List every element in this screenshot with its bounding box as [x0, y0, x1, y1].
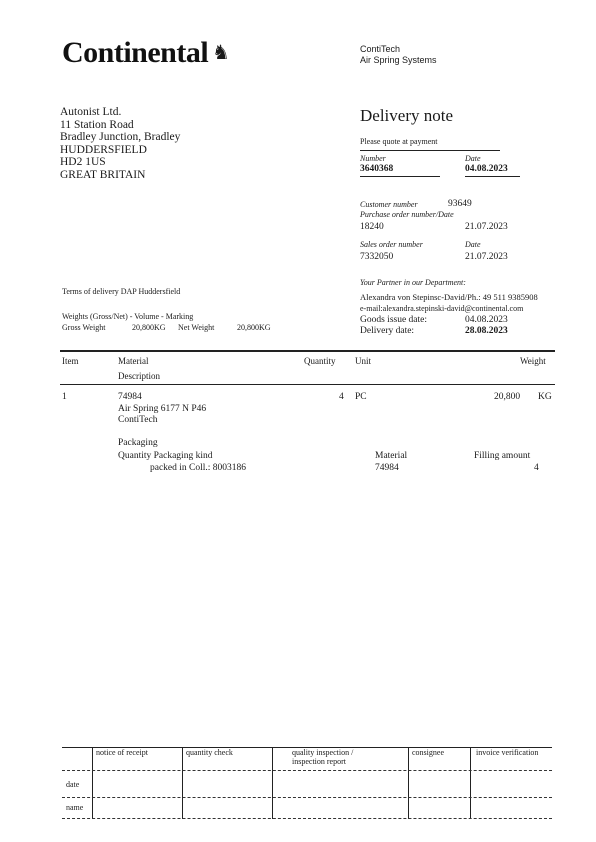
document-title: Delivery note — [360, 106, 453, 125]
packed-in: packed in Coll.: 8003186 — [150, 463, 247, 473]
address-line: HUDDERSFIELD — [60, 143, 147, 156]
continental-logo: Continental — [62, 36, 209, 69]
consignee: consignee — [412, 748, 444, 757]
gross-weight-label: Gross Weight — [62, 323, 106, 332]
gross-weight-value: 20,800KG — [132, 323, 166, 332]
document-number: 3640368 — [360, 164, 394, 174]
row-item: 1 — [62, 392, 67, 402]
divider — [465, 176, 520, 177]
po-number: 18240 — [360, 222, 384, 232]
table-top-rule — [60, 350, 555, 352]
footer-divider — [182, 747, 183, 819]
col-description: Description — [118, 371, 160, 381]
notice-of-receipt: notice of receipt — [96, 748, 148, 757]
po-label: Purchase order number/Date — [360, 210, 454, 219]
filling-amount: 4 — [534, 463, 539, 473]
weights-label: Weights (Gross/Net) - Volume - Marking — [62, 312, 194, 321]
payment-note: Please quote at payment — [360, 137, 438, 146]
footer-divider — [408, 747, 409, 819]
partner-label: Your Partner in our Department: — [360, 278, 466, 287]
footer-divider — [92, 747, 93, 819]
filling-amount-label: Filling amount — [474, 451, 531, 461]
sales-order-label: Sales order number — [360, 240, 423, 249]
row-unit: PC — [355, 392, 367, 402]
delivery-terms: Terms of delivery DAP Huddersfield — [62, 287, 181, 296]
goods-issue-label: Goods issue date: — [360, 315, 428, 325]
address-line: HD2 1US — [60, 156, 106, 168]
address-line: Autonist Ltd. — [60, 106, 122, 118]
footer-row-rule — [62, 818, 552, 819]
goods-issue-date: 04.08.2023 — [465, 315, 508, 325]
po-date: 21.07.2023 — [465, 222, 508, 232]
row-material: 74984 — [118, 392, 142, 402]
partner-contact: Alexandra von Stepinsc-David/Ph.: 49 511 9385908 — [360, 292, 538, 302]
division-subtitle: Air Spring Systems — [360, 55, 437, 65]
row-description-2: ContiTech — [118, 415, 158, 425]
footer-divider — [470, 747, 471, 819]
delivery-date-label: Delivery date: — [360, 326, 415, 336]
col-unit: Unit — [355, 356, 372, 366]
number-label: Number — [360, 154, 386, 163]
footer-row-rule — [62, 797, 552, 798]
quality-inspection: quality inspection / — [292, 748, 354, 757]
invoice-verification: invoice verification — [476, 748, 539, 757]
address-line: GREAT BRITAIN — [60, 168, 146, 181]
recipient-address — [60, 106, 180, 181]
footer-row-rule — [62, 770, 552, 771]
col-material: Material — [118, 356, 149, 366]
net-weight-value: 20,800KG — [237, 323, 271, 332]
table-header-rule — [60, 384, 555, 385]
division-block — [360, 44, 437, 66]
address-line: Bradley Junction, Bradley — [60, 131, 181, 143]
inspection-report: inspection report — [292, 757, 346, 766]
row-weight: 20,800 — [494, 392, 521, 402]
date-label: Date — [465, 154, 481, 163]
col-item: Item — [62, 356, 79, 366]
packaging-quantity-kind: Quantity Packaging kind — [118, 451, 213, 461]
document-date: 04.08.2023 — [465, 164, 508, 174]
pack-material-label: Material — [375, 451, 408, 461]
divider — [360, 176, 440, 177]
quantity-check: quantity check — [186, 748, 233, 757]
address-line: 11 Station Road — [60, 118, 134, 131]
customer-number-label: Customer number — [360, 200, 418, 209]
row-quantity: 4 — [339, 392, 344, 402]
sales-order-date-label: Date — [465, 240, 481, 249]
net-weight-label: Net Weight — [178, 323, 215, 332]
divider — [360, 150, 500, 151]
pack-material: 74984 — [375, 463, 399, 473]
customer-number: 93649 — [448, 199, 472, 209]
delivery-date: 28.08.2023 — [465, 326, 508, 336]
horse-logo-icon: ♞ — [212, 42, 230, 64]
row-weight-unit: KG — [538, 392, 552, 402]
footer-divider — [272, 747, 273, 819]
partner-email[interactable]: e-mail:alexandra.stepinski-david@continental.com — [360, 304, 524, 313]
division-name: ContiTech — [360, 44, 401, 54]
name-row-label: name — [66, 803, 84, 812]
row-description: Air Spring 6177 N P46 — [118, 404, 207, 414]
col-quantity: Quantity — [304, 356, 336, 366]
sales-order-number: 7332050 — [360, 252, 394, 262]
col-weight: Weight — [520, 356, 546, 366]
packaging-label: Packaging — [118, 438, 158, 448]
sales-order-date: 21.07.2023 — [465, 252, 508, 262]
date-row-label: date — [66, 780, 80, 789]
